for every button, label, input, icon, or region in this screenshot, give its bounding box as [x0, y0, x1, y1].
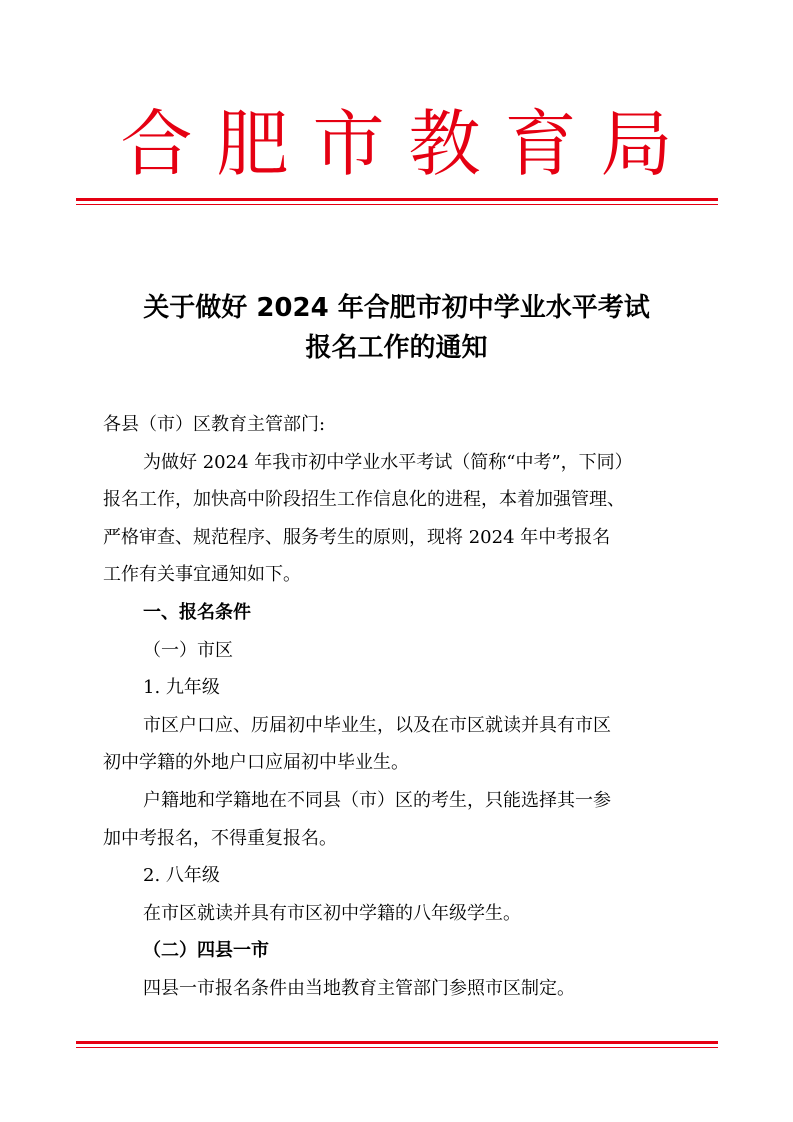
- header-divider: [76, 198, 718, 201]
- footer-divider: [76, 1041, 718, 1044]
- intro-line: 为做好 2024 年我市初中学业水平考试（简称“中考”，下同）: [143, 451, 633, 473]
- document-title-line-2: 报名工作的通知: [305, 333, 488, 363]
- recipient-line: 各县（市）区教育主管部门:: [103, 414, 326, 435]
- paragraph-line: 初中学籍的外地户口应届初中毕业生。: [103, 752, 409, 774]
- paragraph-line: 四县一市报名条件由当地教育主管部门参照市区制定。: [143, 977, 575, 999]
- intro-line: 严格审查、规范程序、服务考生的原则，现将 2024 年中考报名: [103, 526, 611, 548]
- paragraph-line: 户籍地和学籍地在不同县（市）区的考生，只能选择其一参: [143, 789, 611, 811]
- subsection-heading: （一）市区: [143, 639, 233, 661]
- subsection-heading: （二）四县一市: [143, 940, 269, 962]
- document-body: [103, 406, 693, 1008]
- document-title: [0, 288, 793, 368]
- issuer-header: 合肥市教育局: [120, 102, 697, 186]
- intro-line: 报名工作，加快高中阶段招生工作信息化的进程，本着加强管理、: [103, 489, 625, 511]
- item-heading: 2. 八年级: [143, 865, 220, 887]
- document-title-line-1: 关于做好 2024 年合肥市初中学业水平考试: [143, 293, 650, 323]
- section-heading: 一、报名条件: [143, 601, 251, 623]
- intro-line: 工作有关事宜通知如下。: [103, 564, 301, 586]
- paragraph-line: 加中考报名，不得重复报名。: [103, 827, 337, 849]
- footer-divider-thin: [76, 1047, 718, 1048]
- paragraph-line: 在市区就读并具有市区初中学籍的八年级学生。: [143, 902, 521, 924]
- header-divider-thin: [76, 204, 718, 205]
- item-heading: 1. 九年级: [143, 677, 220, 699]
- paragraph-line: 市区户口应、历届初中毕业生，以及在市区就读并具有市区: [143, 714, 611, 736]
